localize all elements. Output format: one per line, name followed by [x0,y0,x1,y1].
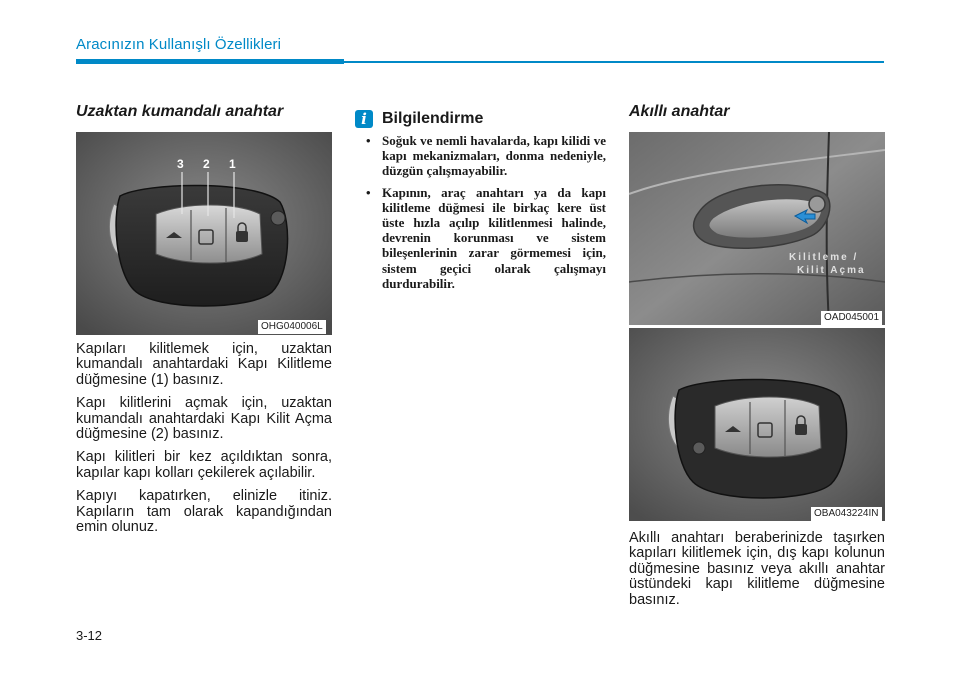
header-rule-thick [76,59,344,64]
remote-key-paragraph: Kapı kilitleri bir kez açıldıktan sonra, kapılar kapı kolları çekilerek açılabilir. [76,449,332,481]
remote-key-body [76,342,332,543]
door-handle-figure-caption: OAD045001 [821,311,882,325]
info-list [366,133,606,297]
door-overlay-label-line2: Kilit Açma [797,265,866,276]
smart-key-figure [629,328,885,521]
button-label-3: 3 [177,157,184,171]
info-title: Bilgilendirme [382,110,484,127]
door-overlay-label-line1: Kilitleme / [789,252,859,263]
smart-key-figure-caption: OBA043224IN [811,507,882,521]
remote-key-paragraph: Kapı kilitlerini açmak için, uzaktan kumandalı anahtardaki Kapı Kilit Açma düğmesine (2) basınız. [76,395,332,443]
smart-key-section-title: Akıllı anahtar [629,103,730,120]
info-icon: i [355,110,373,128]
button-label-2: 2 [203,157,210,171]
door-handle-illustration [629,132,885,325]
remote-key-paragraph: Kapıyı kapatırken, elinizle itiniz. Kapıların tam olarak kapandığından emin olunuz. [76,488,332,536]
remote-key-figure [76,132,332,335]
door-handle-figure [629,132,885,325]
remote-key-section-title: Uzaktan kumandalı anahtar [76,103,284,120]
remote-key-paragraph: Kapıları kilitlemek için, uzaktan kumandalı anahtardaki Kapı Kilitleme düğmesine (1) basınız. [76,341,332,388]
smart-key-body: Akıllı anahtarı beraberinizde taşırken kapıları kilitlemek için, dış kapı kolunun düğmesine basınız veya akıllı anahtar üstündeki kapı kilitleme düğmesine basınız. [629,530,885,608]
button-label-1: 1 [229,157,236,171]
header-rule-thin [344,61,884,63]
page-number: 3-12 [76,628,103,643]
remote-key-illustration [76,132,332,335]
smart-key-illustration [629,328,885,521]
page-header-title: Aracınızın Kullanışlı Özellikleri [76,36,282,53]
info-list-item: • Soğuk ve nemli havalarda, kapı kilidi ve kapı mekanizmaları, donma nedeniyle, düzgün çalışmayabilir. [366,133,606,179]
info-list-item: • Kapının, araç anahtarı ya da kapı kilitleme düğmesi ile birkaç kere üst üste hızla açılıp kilitlenmesi halinde, devrenin korunması ve sistem bileşenlerinin zarar görmemesi için, sistem geçici olarak çalışmayı durdurabilir. [366,185,606,291]
remote-key-figure-caption: OHG040006L [258,320,326,334]
